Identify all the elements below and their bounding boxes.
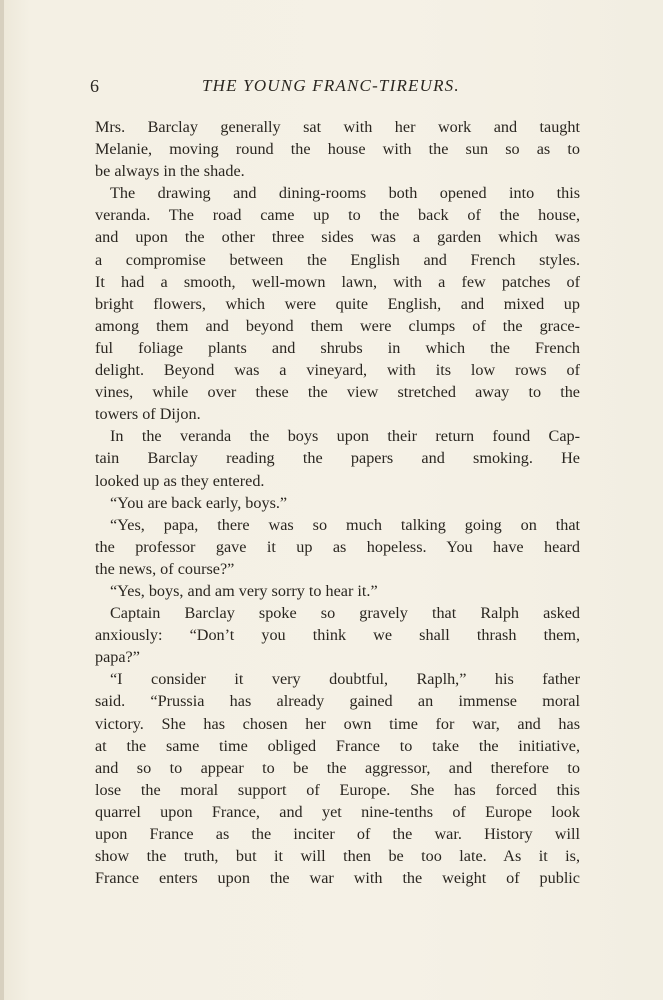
text-line: vines, while over these the view stretched away to the <box>95 383 580 402</box>
text-line: delight. Beyond was a vineyard, with its low rows of <box>95 361 580 380</box>
text-line: anxiously: “Don’t you think we shall thrash them, <box>95 626 580 645</box>
text-line: The drawing and dining-rooms both opened into this <box>110 184 580 203</box>
text-line: and upon the other three sides was a garden which was <box>95 228 580 247</box>
text-line: Melanie, moving round the house with the sun so as to <box>95 140 580 159</box>
page-number: 6 <box>90 76 100 96</box>
text-line: the news, of course?” <box>95 559 235 578</box>
text-line: ful foliage plants and shrubs in which the French <box>95 338 580 357</box>
text-line: among them and beyond them were clumps of the grace- <box>95 316 580 335</box>
body-text <box>95 116 580 889</box>
text-line: towers of Dijon. <box>95 405 201 424</box>
text-line: said. “Prussia has already gained an immense moral <box>95 692 580 711</box>
text-line: quarrel upon France, and yet nine-tenths of Europe look <box>95 802 580 821</box>
text-line: the professor gave it up as hopeless. You have heard <box>95 537 580 556</box>
text-line: France enters upon the war with the weight of public <box>95 869 580 888</box>
text-line: and so to appear to be the aggressor, and therefore to <box>95 758 580 777</box>
page-header <box>90 74 550 98</box>
text-line: lose the moral support of Europe. She has forced this <box>95 780 580 799</box>
text-line: “You are back early, boys.” <box>110 493 288 512</box>
text-line: Captain Barclay spoke so gravely that Ralph asked <box>110 604 580 623</box>
text-line: show the truth, but it will then be too late. As it is, <box>95 847 580 866</box>
text-line: In the veranda the boys upon their return found Cap- <box>110 427 580 446</box>
text-line: looked up as they entered. <box>95 471 265 490</box>
text-line: a compromise between the English and French styles. <box>95 250 580 269</box>
text-line: at the same time obliged France to take the initiative, <box>95 736 580 755</box>
text-line: “I consider it very doubtful, Raplh,” his father <box>110 670 580 689</box>
text-line: upon France as the inciter of the war. History will <box>95 825 580 843</box>
text-line: “Yes, boys, and am very sorry to hear it.” <box>110 581 378 600</box>
page-binding-edge <box>0 0 4 1000</box>
text-line: victory. She has chosen her own time for war, and has <box>95 714 580 733</box>
text-line: be always in the shade. <box>95 162 245 181</box>
running-head: THE YOUNG FRANC-TIREURS. <box>202 76 460 95</box>
text-line: veranda. The road came up to the back of the house, <box>95 206 580 225</box>
text-line: tain Barclay reading the papers and smoking. He <box>95 449 580 468</box>
text-line: bright flowers, which were quite English, and mixed up <box>95 294 580 313</box>
text-line: It had a smooth, well-mown lawn, with a few patches of <box>95 272 580 291</box>
text-line: “Yes, papa, there was so much talking going on that <box>110 515 580 534</box>
text-line: Mrs. Barclay generally sat with her work and taught <box>95 118 580 136</box>
text-line: papa?” <box>95 648 140 667</box>
